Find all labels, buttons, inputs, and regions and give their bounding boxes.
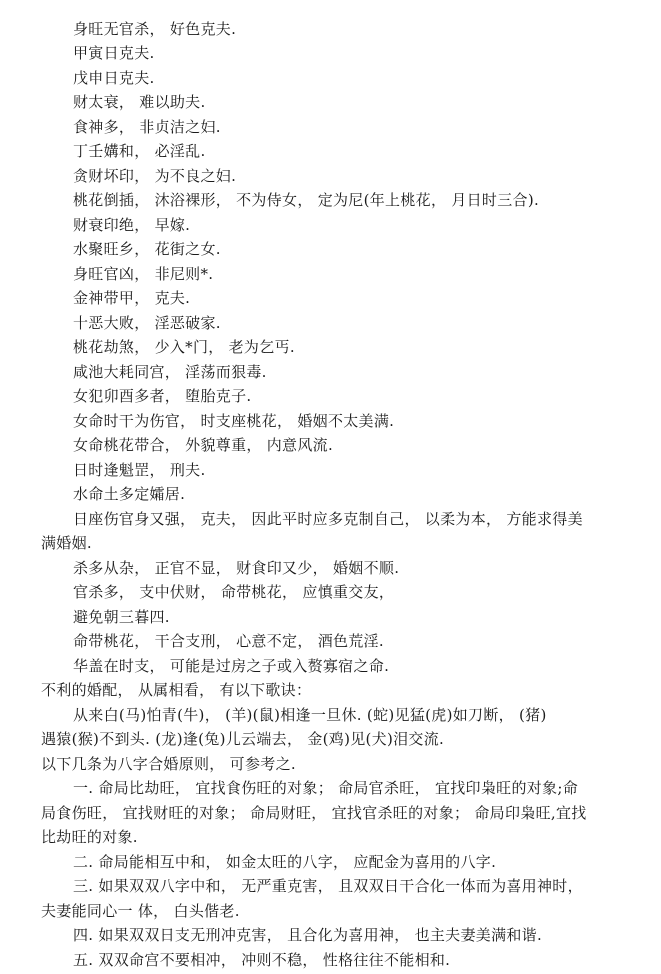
text-line: 十恶大败， 淫恶破家. [73, 314, 221, 332]
text-line: 二. 命局能相互中和， 如金太旺的八字， 应配金为喜用的八字. [73, 853, 497, 871]
text-line: 身旺官凶， 非尼则*. [73, 265, 214, 283]
text-line: 遇猿(猴)不到头. (龙)逢(兔)儿云端去， 金(鸡)见(犬)泪交流. [41, 730, 445, 748]
text-line: 不利的婚配， 从属相看， 有以下歌诀： [41, 681, 312, 699]
text-line: 日时逢魁罡， 刑夫. [73, 461, 206, 479]
text-line: 水命土多定孀居. [73, 485, 186, 503]
text-line: 甲寅日克夫. [73, 44, 155, 62]
text-line: 一. 命局比劫旺， 宜找食伤旺的对象； 命局官杀旺， 宜找印枭旺的对象;命 [73, 779, 578, 797]
text-line: 杀多从杂， 正官不显， 财食印又少， 婚姻不顺. [73, 559, 400, 577]
text-line: 女犯卯酉多者， 堕胎克子. [73, 387, 252, 405]
text-line: 五. 双双命宫不要相冲， 冲则不稳， 性格往往不能相和. [73, 951, 451, 969]
text-line: 华盖在时支， 可能是过房之子或入赘寡宿之命. [73, 657, 390, 675]
text-line: 夫妻能同心一 体， 白头偕老. [41, 902, 240, 920]
text-line: 戊申日克夫. [73, 69, 155, 87]
text-line: 食神多， 非贞洁之妇. [73, 118, 221, 136]
text-line: 避免朝三暮四. [73, 608, 170, 626]
text-line: 桃花劫煞， 少入*门， 老为乞丐. [73, 338, 295, 356]
text-line: 官杀多， 支中伏财， 命带桃花， 应慎重交友， [73, 583, 395, 601]
text-line: 女命时干为伤官， 时支座桃花， 婚姻不太美满. [73, 412, 395, 430]
text-line: 金神带甲， 克夫. [73, 289, 191, 307]
text-line: 贪财坏印， 为不良之妇. [73, 167, 237, 185]
text-line: 从来白(马)怕青(牛)， (羊)(鼠)相逢一旦休. (蛇)见猛(虎)如刀断， (猪) [73, 706, 547, 724]
text-line: 财衰印绝， 早嫁. [73, 216, 191, 234]
text-line: 咸池大耗同宫， 淫荡而狠毒. [73, 363, 267, 381]
text-line: 日座伤官身又强， 克夫， 因此平时应多克制自己， 以柔为本， 方能求得美 [73, 510, 583, 528]
text-line: 以下几条为八字合婚原则， 可参考之. [41, 755, 296, 773]
text-line: 四. 如果双双日支无刑冲克害， 且合化为喜用神， 也主夫妻美满和谐. [73, 926, 543, 944]
text-line: 满婚姻. [41, 534, 92, 552]
text-line: 比劫旺的对象. [41, 828, 138, 846]
text-line: 三. 如果双双八字中和， 无严重克害， 且双双日干合化一体而为喜用神时， [73, 877, 583, 895]
text-line: 财太衰， 难以助夫. [73, 93, 206, 111]
text-line: 身旺无官杀， 好色克夫. [73, 20, 237, 38]
text-line: 丁壬媾和， 必淫乱. [73, 142, 206, 160]
text-line: 女命桃花带合， 外貌尊重， 内意风流. [73, 436, 334, 454]
text-line: 命带桃花， 干合支刑， 心意不定， 酒色荒淫. [73, 632, 384, 650]
text-line: 水聚旺乡， 花街之女. [73, 240, 221, 258]
text-line: 桃花倒插， 沐浴裸形， 不为侍女， 定为尼(年上桃花， 月日时三合). [73, 191, 540, 209]
text-line: 局食伤旺， 宜找财旺的对象； 命局财旺， 宜找官杀旺的对象； 命局印枭旺,宜找 [41, 804, 587, 822]
